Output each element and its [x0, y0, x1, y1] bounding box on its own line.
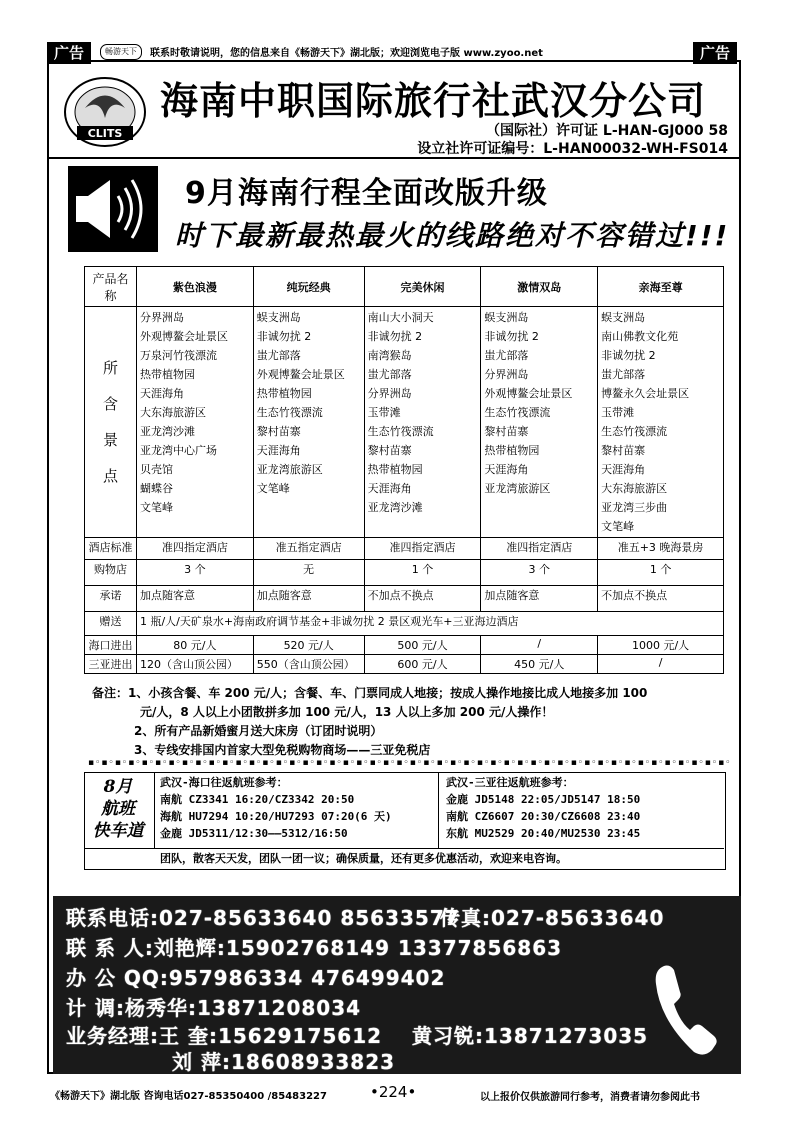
contact-phone: 联系电话:027-85633640 85633577: [66, 906, 460, 930]
shop-value: 3 个: [136, 560, 253, 586]
haikou-price: 520 元/人: [253, 636, 364, 655]
flights-title: [88, 776, 148, 842]
flights-title-month: 8月: [103, 777, 133, 797]
product-name-row: [85, 267, 724, 307]
flight-line: 金鹿 JD5148 22:05/JD5147 18:50: [446, 793, 641, 806]
spot-item: 南山大小洞天: [367, 311, 434, 324]
spot-item: 亚龙湾旅游区: [256, 463, 323, 476]
flights-right-head: 武汉-三亚往返航班参考：: [446, 776, 574, 789]
logo-text: CLITS: [87, 127, 123, 140]
spot-item: 南山佛教文化苑: [601, 330, 679, 343]
spot-item: 文笔峰: [601, 520, 635, 533]
hotel-label: 酒店标准: [85, 538, 137, 560]
spot-item: 分界洲岛: [139, 311, 184, 324]
spot-item: 贝壳馆: [139, 463, 173, 476]
gift-label: 赠送: [85, 612, 137, 636]
spot-item: 热带植物园: [484, 444, 540, 457]
flights-footer-divider: [84, 848, 724, 849]
spot-item: 外观博鳌会址景区: [139, 330, 228, 343]
spot-item: 玉带滩: [367, 406, 401, 419]
ad-tag-right: 广告: [693, 42, 737, 64]
spot-item: 蚩尤部落: [484, 349, 529, 362]
hotel-value: 准五指定酒店: [253, 538, 364, 560]
hotel-value: 准四指定酒店: [481, 538, 598, 560]
product-name: 紫色浪漫: [136, 267, 253, 307]
hotel-row: [85, 538, 724, 560]
spot-item: 亚龙湾沙滩: [367, 501, 423, 514]
spots-label: 所含景点: [85, 307, 137, 538]
footer-right: 以上报价仅供旅游同行参考，消费者请勿参阅此书: [480, 1092, 700, 1103]
promise-value: 加点随客意: [481, 586, 598, 612]
hotel-value: 准四指定酒店: [364, 538, 481, 560]
spot-item: 亚龙湾中心广场: [139, 444, 217, 457]
note-1b: 元/人，8 人以上小团散拼多加 100 元/人，13 人以上多加 200 元/人操作！: [140, 705, 554, 719]
contact-planner: 计 调:杨秀华:13871208034: [66, 996, 362, 1020]
contact-fax: 传真:027-85633640: [440, 906, 665, 930]
contact-manager: 业务经理:王 奎:15629175612: [66, 1024, 383, 1048]
promise-value: 加点随客意: [253, 586, 364, 612]
spot-item: 亚龙湾三步曲: [601, 501, 668, 514]
spot-item: 文笔峰: [256, 482, 290, 495]
sanya-price: /: [598, 655, 724, 674]
contact-person: 联 系 人:刘艳辉:15902768149 13377856863: [66, 936, 563, 960]
spot-list: [598, 307, 724, 538]
spot-item: 天涯海角: [256, 444, 301, 457]
telephone-handset-icon: [650, 960, 722, 1060]
promise-row: [85, 586, 724, 612]
shop-value: 3 个: [481, 560, 598, 586]
license-number: （国际社）许可证 L-HAN-GJ000 58: [486, 123, 728, 139]
product-name: 完美休闲: [364, 267, 481, 307]
hotel-value: 准五+3 晚海景房: [598, 538, 724, 560]
spot-item: 蚩尤部落: [601, 368, 646, 381]
contact-qq: 办 公 QQ:957986334 476499402: [66, 966, 446, 990]
spot-list: [481, 307, 598, 538]
spot-item: 万泉河竹筏漂流: [139, 349, 217, 362]
spot-item: 外观博鳌会址景区: [484, 387, 573, 400]
haikou-price: 1000 元/人: [598, 636, 724, 655]
company-name: 海南中职国际旅行社武汉分公司: [160, 78, 707, 123]
spot-item: 蜈支洲岛: [256, 311, 301, 324]
spot-item: 黎村苗寨: [256, 425, 301, 438]
flight-line: 金鹿 JD5311/12:30——5312/16:50: [160, 827, 348, 840]
spot-item: 文笔峰: [139, 501, 173, 514]
shop-value: 1 个: [598, 560, 724, 586]
spot-item: 天涯海角: [139, 387, 184, 400]
spot-item: 非诚勿扰 2: [601, 349, 656, 362]
ad-tag-left: 广告: [47, 42, 91, 64]
spots-row: [85, 307, 724, 538]
sanya-row: [85, 655, 724, 674]
spot-item: 热带植物园: [139, 368, 195, 381]
headline-title: 9月海南行程全面改版升级: [185, 176, 548, 211]
spot-item: 分界洲岛: [484, 368, 529, 381]
shop-value: 无: [253, 560, 364, 586]
shop-row: [85, 560, 724, 586]
note-1a: 1、小孩含餐、车 200 元/人；含餐、车、门票同成人地接；按成人操作地接比成人地接多加 100: [128, 686, 648, 700]
speaker-icon: [68, 166, 158, 252]
wuhan-sanya-flights: [446, 774, 640, 842]
spot-item: 蜈支洲岛: [601, 311, 646, 324]
top-notice: 联系时敬请说明，您的信息来自《畅游天下》湖北版；欢迎浏览电子版 www.zyoo.net: [150, 48, 543, 59]
note-2: 2、所有产品新婚蜜月送大床房（订团时说明）: [134, 724, 383, 738]
flights-title-express: 快车道: [92, 821, 144, 841]
spot-item: 天涯海角: [484, 463, 529, 476]
wuhan-haikou-flights: [160, 774, 392, 842]
product-name: 纯玩经典: [253, 267, 364, 307]
notes-block: [92, 684, 647, 760]
flights-title-flight: 航班: [101, 799, 135, 819]
spot-item: 非诚勿扰 2: [367, 330, 423, 343]
promise-value: 不加点不换点: [598, 586, 724, 612]
footer-left: 《畅游天下》湖北版 咨询电话027-85350400 /85483227: [50, 1091, 327, 1102]
product-name: 亲海至尊: [598, 267, 724, 307]
dotted-divider: ▪◦▪◦▪◦▪◦▪◦▪◦▪◦▪◦▪◦▪◦▪◦▪◦▪◦▪◦▪◦▪◦▪◦▪◦▪◦▪◦▪◦▪◦▪◦▪◦▪◦▪◦▪◦▪◦▪◦▪◦▪◦▪◦▪◦▪◦▪◦▪◦▪◦▪◦▪◦▪◦▪◦▪◦▪◦▪◦▪◦▪◦▪◦▪◦: [88, 758, 732, 768]
haikou-label: 海口进出: [85, 636, 137, 655]
spot-item: 非诚勿扰 2: [256, 330, 312, 343]
flights-footer: 团队，散客天天发，团队一团一议；确保质量，还有更多优惠活动，欢迎来电咨询。: [160, 852, 567, 865]
flight-line: 东航 MU2529 20:40/MU2530 23:45: [446, 827, 641, 840]
spot-item: 博鳌永久会址景区: [601, 387, 690, 400]
gift-value: 1 瓶/人/天矿泉水+海南政府调节基金+非诚勿扰 2 景区观光车+三亚海边酒店: [136, 612, 723, 636]
haikou-row: [85, 636, 724, 655]
spot-list: [364, 307, 481, 538]
spot-item: 蚩尤部落: [256, 349, 301, 362]
spot-item: 南湾猴岛: [367, 349, 412, 362]
branch-license-number: 设立社许可证编号：L-HAN00032-WH-FS014: [417, 141, 728, 157]
flight-line: 南航 CZ3341 16:20/CZ3342 20:50: [160, 793, 355, 806]
product-table: [84, 266, 724, 674]
promise-label: 承诺: [85, 586, 137, 612]
header-divider: [47, 157, 741, 159]
spot-item: 热带植物园: [367, 463, 423, 476]
sanya-price: 450 元/人: [481, 655, 598, 674]
sanya-label: 三亚进出: [85, 655, 137, 674]
spot-item: 天涯海角: [367, 482, 412, 495]
spot-item: 大东海旅游区: [601, 482, 668, 495]
spot-item: 非诚勿扰 2: [484, 330, 539, 343]
spot-item: 生态竹筏漂流: [601, 425, 668, 438]
spot-item: 生态竹筏漂流: [484, 406, 551, 419]
flights-left-head: 武汉-海口往返航班参考：: [160, 776, 288, 789]
sanya-price: 550（含山顶公园）: [253, 655, 364, 674]
spot-item: 黎村苗寨: [484, 425, 529, 438]
contact-manager-2: 黄习锐:13871273035: [412, 1024, 649, 1048]
note-3: 3、专线安排国内首家大型免税购物商场——三亚免税店: [134, 743, 431, 757]
spot-item: 外观博鳌会址景区: [256, 368, 345, 381]
magazine-mini-logo: 畅游天下: [100, 44, 142, 60]
spot-item: 蚩尤部落: [367, 368, 412, 381]
spot-item: 黎村苗寨: [367, 444, 412, 457]
shop-value: 1 个: [364, 560, 481, 586]
spot-list: [136, 307, 253, 538]
spot-item: 分界洲岛: [367, 387, 412, 400]
haikou-price: /: [481, 636, 598, 655]
contact-manager-3: 刘 萍:18608933823: [172, 1050, 396, 1074]
spot-list: [253, 307, 364, 538]
spot-item: 热带植物园: [256, 387, 312, 400]
gift-row: [85, 612, 724, 636]
flight-line: 海航 HU7294 10:20/HU7293 07:20(6 天): [160, 810, 392, 823]
spot-item: 蝴蝶谷: [139, 482, 173, 495]
spot-item: 蜈支洲岛: [484, 311, 529, 324]
sanya-price: 600 元/人: [364, 655, 481, 674]
notes-label: 备注：: [92, 686, 129, 700]
product-name: 激情双岛: [481, 267, 598, 307]
promise-value: 加点随客意: [136, 586, 253, 612]
spot-item: 黎村苗寨: [601, 444, 646, 457]
spot-item: 生态竹筏漂流: [256, 406, 323, 419]
spot-item: 天涯海角: [601, 463, 646, 476]
spot-item: 亚龙湾旅游区: [484, 482, 551, 495]
flights-divider: [438, 772, 439, 848]
hotel-value: 准四指定酒店: [136, 538, 253, 560]
promise-value: 不加点不换点: [364, 586, 481, 612]
sanya-price: 120（含山顶公园）: [136, 655, 253, 674]
company-logo-icon: [55, 68, 155, 156]
shop-label: 购物店: [85, 560, 137, 586]
col-header: 产品名称: [85, 267, 137, 307]
headline-subtitle: 时下最新最热最火的线路绝对不容错过!!!: [175, 219, 730, 252]
flight-line: 南航 CZ6607 20:30/CZ6608 23:40: [446, 810, 641, 823]
haikou-price: 80 元/人: [136, 636, 253, 655]
page-number: •224•: [370, 1083, 417, 1101]
spot-item: 玉带滩: [601, 406, 635, 419]
spot-item: 生态竹筏漂流: [367, 425, 434, 438]
spot-item: 亚龙湾沙滩: [139, 425, 195, 438]
spot-item: 大东海旅游区: [139, 406, 206, 419]
haikou-price: 500 元/人: [364, 636, 481, 655]
